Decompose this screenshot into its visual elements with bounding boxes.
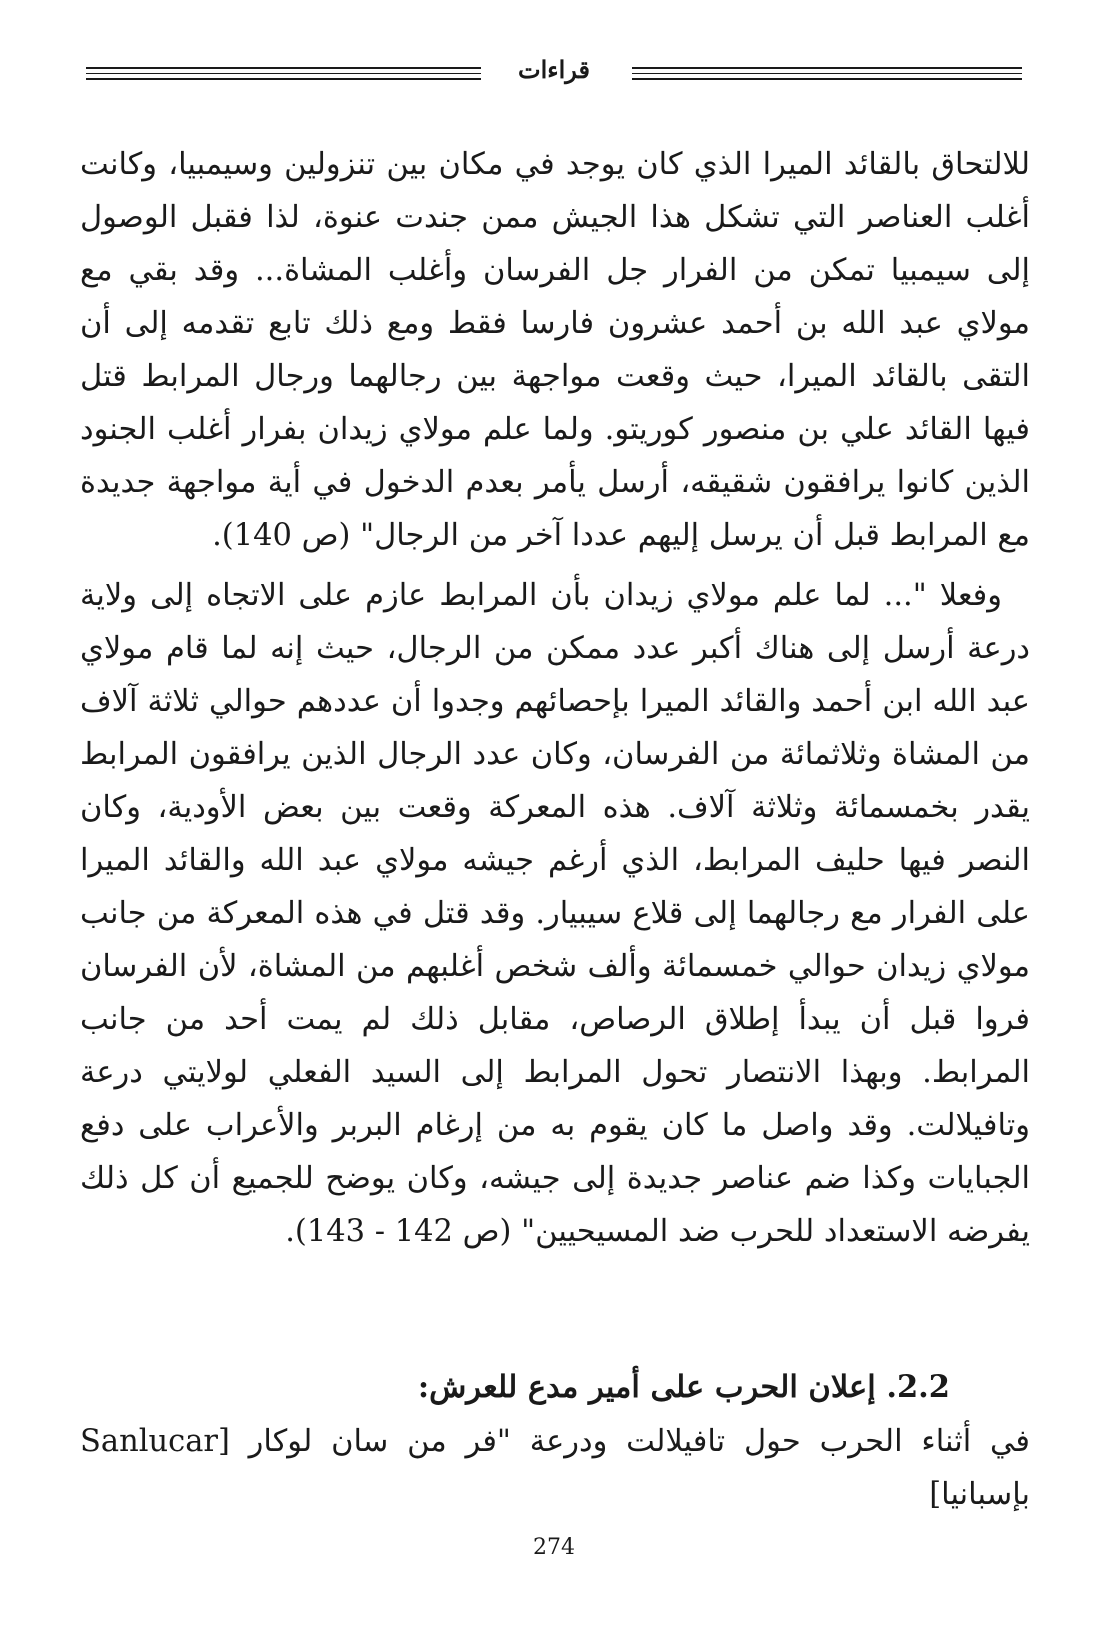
paragraph-3-prefix: في أثناء الحرب حول تافيلالت ودرعة "فر من سان لوكار [ <box>217 1424 1030 1459</box>
page-body <box>80 138 1030 1521</box>
body-paragraph-3 <box>80 1415 1030 1521</box>
body-paragraph-2: وفعلا "... لما علم مولاي زيدان بأن المرابط عازم على الاتجاه إلى ولاية درعة أرسل إلى هناك أكبر عدد ممكن من الرجال، حيث إنه لما قام مولاي عبد الله ابن أحمد والقائد الميرا بإحصائهم وجدوا أن عددهم حوالي ثلاثة آلاف من المشاة وثلاثمائة من الفرسان، وكان عدد الرجال الذين يرافقون المرابط يقدر بخمسمائة وثلاثة آلاف. هذه المعركة وقعت بين بعض الأودية، وكان النصر فيها حليف المرابط، الذي أرغم جيشه مولاي عبد الله والقائد الميرا على الفرار مع رجالهما إلى قلاع سيبيار. وقد قتل في هذه المعركة من جانب مولاي زيدان حوالي خمسمائة وألف شخص أغلبهم من المشاة، لأن الفرسان فروا قبل أن يبدأ إطلاق الرصاص، مقابل ذلك لم يمت أحد من جانب المرابط. وبهذا الانتصار تحول المرابط إلى السيد الفعلي لولايتي درعة وتافيلالت. وقد واصل ما كان يقوم به من إرغام البربر والأعراب على دفع الجبايات وكذا ضم عناصر جديدة إلى جيشه، وكان يوضح للجميع أن كل ذلك يفرضه الاستعداد للحرب ضد المسيحيين" (ص 142 - 143). <box>80 578 1030 1249</box>
page-number: 274 <box>533 1535 575 1560</box>
body-paragraph-1: للالتحاق بالقائد الميرا الذي كان يوجد في مكان بين تنزولين وسيمبيا، وكانت أغلب العناصر التي تشكل هذا الجيش ممن جندت عنوة، لذا فقبل الوصول إلى سيمبيا تمكن من الفرار جل الفرسان وأغلب المشاة... وقد بقي مع مولاي عبد الله بن أحمد عشرون فارسا فقط ومع ذلك تابع تقدمه إلى أن التقى بالقائد الميرا، حيث وقعت مواجهة بين رجالهما ورجال المرابط قتل فيها القائد علي بن منصور كوريتو. ولما علم مولاي زيدان بفرار أغلب الجنود الذين كانوا يرافقون شقيقه، أرسل يأمر بعدم الدخول في أية مواجهة جديدة مع المرابط قبل أن يرسل إليهم عددا آخر من الرجال" (ص 140). <box>80 147 1030 553</box>
running-header <box>86 52 1022 92</box>
paragraph-3-suffix: بإسبانيا] <box>929 1477 1030 1512</box>
section-heading: 2.2. إعلان الحرب على أمير مدع للعرش: <box>417 1369 950 1405</box>
header-rule-right <box>632 67 1022 80</box>
running-title: قراءات <box>518 55 590 84</box>
paragraph-3-latin-term: Sanlucar <box>80 1424 218 1459</box>
